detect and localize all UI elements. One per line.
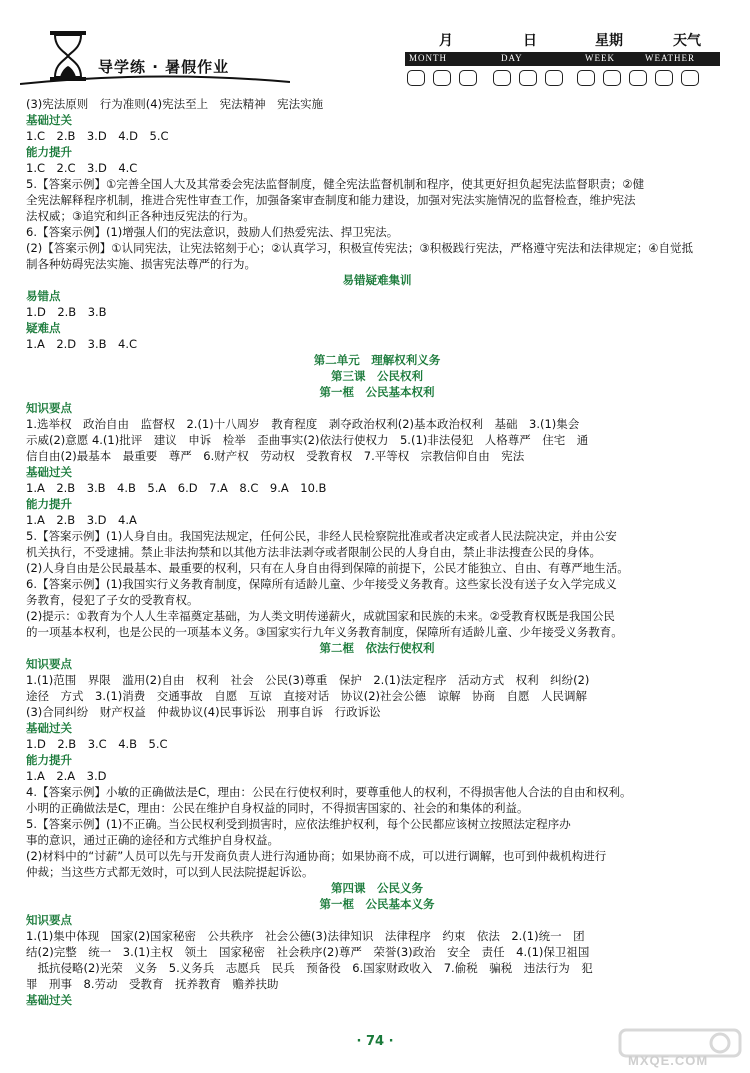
answer-line: 6.【答案示例】(1)我国实行义务教育制度，保障所有适龄儿童、少年接受义务教育。这些家长没有送子女入学完成义: [26, 577, 617, 591]
section-heading: 易错点: [26, 289, 61, 303]
date-labels: [405, 30, 720, 50]
answer-line: 5.【答案示例】(1)人身自由。我国宪法规定，任何公民，非经人民检察院批准或者决定或者人民法院决定，并由公安: [26, 529, 617, 543]
section-heading: 基础过关: [26, 113, 72, 127]
answer-line: 4.【答案示例】小敏的正确做法是C，理由：公民在行使权利时，要尊重他人的权利，不得损害他人合法的自由和权利。: [26, 785, 632, 799]
date-box[interactable]: [545, 70, 563, 86]
chapter-heading: 第二单元 理解权利义务: [313, 353, 441, 367]
section-heading: 知识要点: [26, 657, 72, 671]
date-box[interactable]: [519, 70, 537, 86]
answer-line: 仲裁；当这些方式都无效时，可以到人民法院提起诉讼。: [26, 865, 314, 879]
chapter-heading: 第一框 公民基本义务: [319, 897, 435, 911]
chapter-heading: 易错疑难集训: [342, 273, 412, 287]
answer-line: 事的意识，通过正确的途径和方式维护自身权益。: [26, 833, 279, 847]
section-heading: 基础过关: [26, 721, 72, 735]
chapter-heading: 第二框 依法行使权利: [319, 641, 435, 655]
answer-line: 制各种妨碍宪法实施、损害宪法尊严的行为。: [26, 257, 256, 271]
section-heading: 基础过关: [26, 465, 72, 479]
label-week: 星期: [595, 33, 623, 49]
page-header: [0, 0, 750, 90]
answer-line: 5.【答案示例】(1)不正确。当公民权利受到损害时，应依法维护权利，每个公民都应该树立按照法定程序办: [26, 817, 571, 831]
answer-line: (2)人身自由是公民最基本、最重要的权利，只有在人身自由得到保障的前提下，公民才能独立、自由、有尊严地生活。: [26, 561, 629, 575]
answer-line: 抵抗侵略(2)光荣 义务 5.义务兵 志愿兵 民兵 预备役 6.国家财政收入 7.偷税 骗税 违法行为 犯: [26, 961, 593, 975]
section-heading: 知识要点: [26, 913, 72, 927]
date-box[interactable]: [681, 70, 699, 86]
answer-line: (3)宪法原则 行为准则(4)宪法至上 宪法精神 宪法实施: [26, 97, 324, 111]
answer-line: 1.C 2.B 3.D 4.D 5.C: [26, 129, 169, 143]
answer-line: 1.D 2.B 3.B: [26, 305, 107, 319]
answer-line: 罪 刑事 8.劳动 受教育 抚养教育 赡养扶助: [26, 977, 279, 991]
en-weather: WEATHER: [645, 53, 695, 63]
date-box[interactable]: [433, 70, 451, 86]
section-heading: 能力提升: [26, 497, 72, 511]
chapter-heading: 第一框 公民基本权利: [319, 385, 435, 399]
date-box[interactable]: [655, 70, 673, 86]
page-number: · 74 ·: [356, 1034, 394, 1049]
answer-line: (2)提示：①教育为个人人生幸福奠定基础，为人类文明传递薪火，成就国家和民族的未来。②受教育权既是我国公民: [26, 609, 615, 623]
label-month: 月: [439, 33, 453, 49]
date-boxes: [405, 70, 720, 86]
answer-line: 结(2)完整 统一 3.(1)主权 领土 国家秘密 社会秩序(2)尊严 荣誉(3)政治 安全 责任 4.(1)保卫祖国: [26, 945, 590, 959]
header-swoosh: [20, 74, 290, 88]
answer-line: 5.【答案示例】①完善全国人大及其常委会宪法监督制度，健全宪法监督机制和程序，使其更好担负起宪法监督职责；②健: [26, 177, 645, 191]
answer-line: 1.(1)集中体现 国家(2)国家秘密 公共秩序 社会公德(3)法律知识 法律程序 约束 依法 2.(1)统一 团: [26, 929, 585, 943]
answer-line: 1.A 2.B 3.D 4.A: [26, 513, 137, 527]
label-day: 日: [523, 33, 537, 49]
section-heading: 能力提升: [26, 753, 72, 767]
date-box[interactable]: [493, 70, 511, 86]
chapter-heading: 第四课 公民义务: [331, 881, 423, 895]
answer-line: 1.D 2.B 3.C 4.B 5.C: [26, 737, 168, 751]
date-box[interactable]: [603, 70, 621, 86]
chapter-heading: 第三课 公民权利: [331, 369, 423, 383]
answer-line: 的一项基本权利，也是公民的一项基本义务。③国家实行九年义务教育制度，保障所有适龄儿童、少年接受义务教育。: [26, 625, 623, 639]
date-box[interactable]: [629, 70, 647, 86]
en-day: DAY: [501, 53, 523, 63]
answer-line: (2)【答案示例】①认同宪法，让宪法铭刻于心；②认真学习，积极宣传宪法；③积极践行宪法，严格遵守宪法和法律规定；④自觉抵: [26, 241, 694, 255]
answer-line: 信自由(2)最基本 最重要 尊严 6.财产权 劳动权 受教育权 7.平等权 宗教信仰自由 宪法: [26, 449, 525, 463]
answer-line: 1.选举权 政治自由 监督权 2.(1)十八周岁 教育程度 剥夺政治权利(2)基本政治权利 基础 3.(1)集会: [26, 417, 580, 431]
date-box[interactable]: [459, 70, 477, 86]
section-heading: 基础过关: [26, 993, 72, 1007]
watermark-text: MXQE.COM: [628, 1053, 709, 1068]
label-weather: 天气: [673, 33, 701, 49]
answer-line: 1.A 2.D 3.B 4.C: [26, 337, 138, 351]
answer-line: 1.A 2.A 3.D: [26, 769, 107, 783]
date-box[interactable]: [407, 70, 425, 86]
brand-title: 导学练 · 暑假作业: [98, 58, 230, 76]
date-english-bar: [405, 52, 720, 66]
answer-line: 务教育，侵犯了子女的受教育权。: [26, 593, 199, 607]
section-heading: 知识要点: [26, 401, 72, 415]
answer-line: 1.C 2.C 3.D 4.C: [26, 161, 138, 175]
answer-line: (2)材料中的“讨薪”人员可以先与开发商负责人进行沟通协商；如果协商不成，可以进行调解，也可到仲裁机构进行: [26, 849, 607, 863]
answer-line: 6.【答案示例】(1)增强人们的宪法意识，鼓励人们热爱宪法、捍卫宪法。: [26, 225, 399, 239]
answer-line: 1.(1)范围 界限 滥用(2)自由 权利 社会 公民(3)尊重 保护 2.(1)法定程序 活动方式 权利 纠纷(2): [26, 673, 590, 687]
answer-line: 示威(2)意愿 4.(1)批评 建议 申诉 检举 歪曲事实(2)依法行使权力 5.(1)非法侵犯 人格尊严 住宅 通: [26, 433, 589, 447]
answer-line: 法权威；③追究和纠正各种违反宪法的行为。: [26, 209, 255, 223]
en-week: WEEK: [585, 53, 615, 63]
answer-line: 全宪法解释程序机制，推进合宪性审查工作，加强备案审查制度和能力建设，加强对宪法实施情况的监督检查，维护宪法: [26, 193, 636, 207]
date-box[interactable]: [577, 70, 595, 86]
en-month: MONTH: [409, 53, 447, 63]
answer-line: (3)合同纠纷 财产权益 仲裁协议(4)民事诉讼 刑事自诉 行政诉讼: [26, 705, 381, 719]
answer-line: 小明的正确做法是C，理由：公民在维护自身权益的同时，不得损害国家的、社会的和集体的利益。: [26, 801, 529, 815]
answer-content: [26, 96, 728, 1008]
answer-line: 1.A 2.B 3.B 4.B 5.A 6.D 7.A 8.C 9.A 10.B: [26, 481, 327, 495]
section-heading: 能力提升: [26, 145, 72, 159]
answer-line: 途径 方式 3.(1)消费 交通事故 自愿 互谅 直接对话 协议(2)社会公德 谅解 协商 自愿 人民调解: [26, 689, 588, 703]
answer-line: 机关执行，不受逮捕。禁止非法拘禁和以其他方法非法剥夺或者限制公民的人身自由，禁止非法搜查公民的身体。: [26, 545, 601, 559]
section-heading: 疑难点: [26, 321, 61, 335]
